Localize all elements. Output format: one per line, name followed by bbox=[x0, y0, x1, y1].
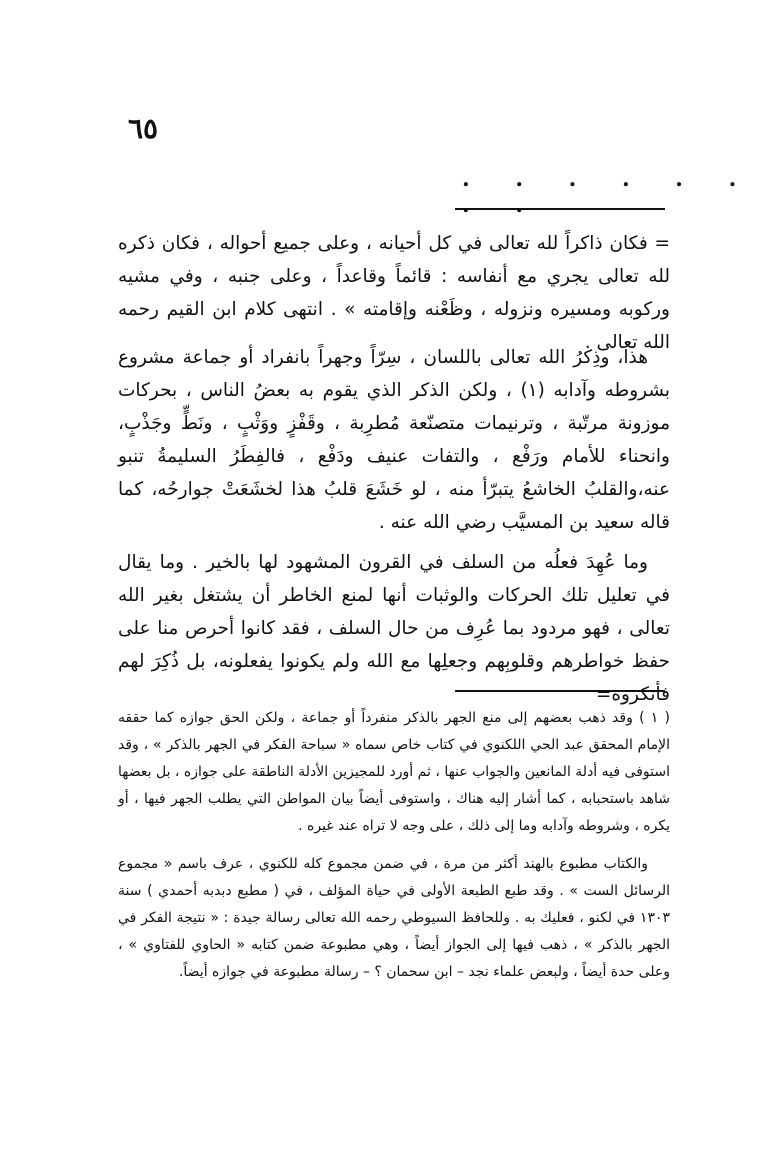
paragraph-text: هذا، وذِكرُ الله تعالى باللسان ، سِرّاً وجهراً بانفراد أو جماعة مشروع بشروطه وآدابه (١) ، ولكن الذكر الذي يقوم به بعضُ الناس ، بحركات موزونة مرتّبة ، وترنيمات متصنّعة مُطرِبة ، وقَفْزٍ ووَثْبٍ ، ونَطٍّ وجَذْبٍ، وانحناء للأمام ورَفْع ، والتفات عنيف ودَفْع ، فالفِطَرُ السليمةُ تنبو عنه،والقلبُ الخاشعُ يتبرّأ منه ، لو خَشَعَ قلبُ هذا لخشَعَتْ جوارحُه، كما قاله سعيد بن المسيَّب رضي الله عنه . bbox=[118, 347, 671, 533]
paragraph-3 bbox=[118, 546, 670, 711]
footnote-divider bbox=[455, 690, 665, 692]
paragraph-2 bbox=[118, 341, 670, 539]
footnote-1 bbox=[118, 705, 670, 840]
top-divider bbox=[455, 208, 665, 210]
ellipsis-dots: . . . . . . . . bbox=[462, 166, 756, 218]
footnote-text: والكتاب مطبوع بالهند أكثر من مرة ، في ضمن مجموع كله للكنوي ، عرف باسم « مجموع الرسائل الست » . وقد طبع الطبعة الأولى في حياة المؤلف ، في ( مطبع دبدبه أحمدي ) سنة ١٣٠٣ في لكنو ، فعليك به . وللحافظ السيوطي رحمه الله تعالى رسالة جيدة : « نتيجة الفكر في الجهر بالذكر » ، ذهب فيها إلى الجواز أيضاً ، وهي مطبوعة ضمن كتابه « الحاوي للفتاوي » ، وعلى حدة أيضاً ، ولبعض علماء نجد – ابن سحمان ؟ – رسالة مطبوعة في جوازه أيضاً. bbox=[118, 856, 670, 980]
footnote-1-continuation bbox=[118, 851, 670, 986]
paragraph-text: وما عُهِدَ فعلُه من السلف في القرون المشهود لها بالخير . وما يقال في تعليل تلك الحركات والوثبات أنها لمنع الخاطر أن يشتغل بغير الله تعالى ، فهو مردود بما عُرِف من حال السلف ، فقد كانوا أحرص منا على حفظ خواطرهم وقلوبِهم وجعلِها مع الله ولم يكونوا يفعلونه، بل ذُكِرَ لهم فأنكروه= bbox=[118, 552, 670, 705]
page-number: ٦٥ bbox=[128, 112, 159, 145]
paragraph-1 bbox=[118, 227, 670, 359]
paragraph-text: = فكان ذاكراً لله تعالى في كل أحيانه ، وعلى جميع أحواله ، فكان ذكره لله تعالى يجري مع أنفاسه : قائماً وقاعداً ، وعلى جنبه ، وفي مشيه وركوبه ومسيره ونزوله ، وظَعْنه وإقامته » . انتهى كلام ابن القيم رحمه الله تعالى . bbox=[118, 233, 670, 353]
footnote-text: ( ١ ) وقد ذهب بعضهم إلى منع الجهر بالذكر منفرداً أو جماعة ، ولكن الحق جوازه كما حققه الإمام المحقق عبد الحي اللكنوي في كتاب خاص سماه « سباحة الفكر في الجهر بالذكر » ، وقد استوفى فيه أدلة المانعين والجواب عنها ، ثم أورد للمجيزين الأدلة الناطقة على جوازه ، بل بعضها شاهد باستحبابه ، كما أشار إليه هناك ، واستوفى أيضاً بيان المواطن التي يطلب الجهر فيها ، أو يكره ، وشروطه وآدابه وما إلى ذلك ، على وجه لا تراه عند غيره . bbox=[118, 710, 671, 834]
